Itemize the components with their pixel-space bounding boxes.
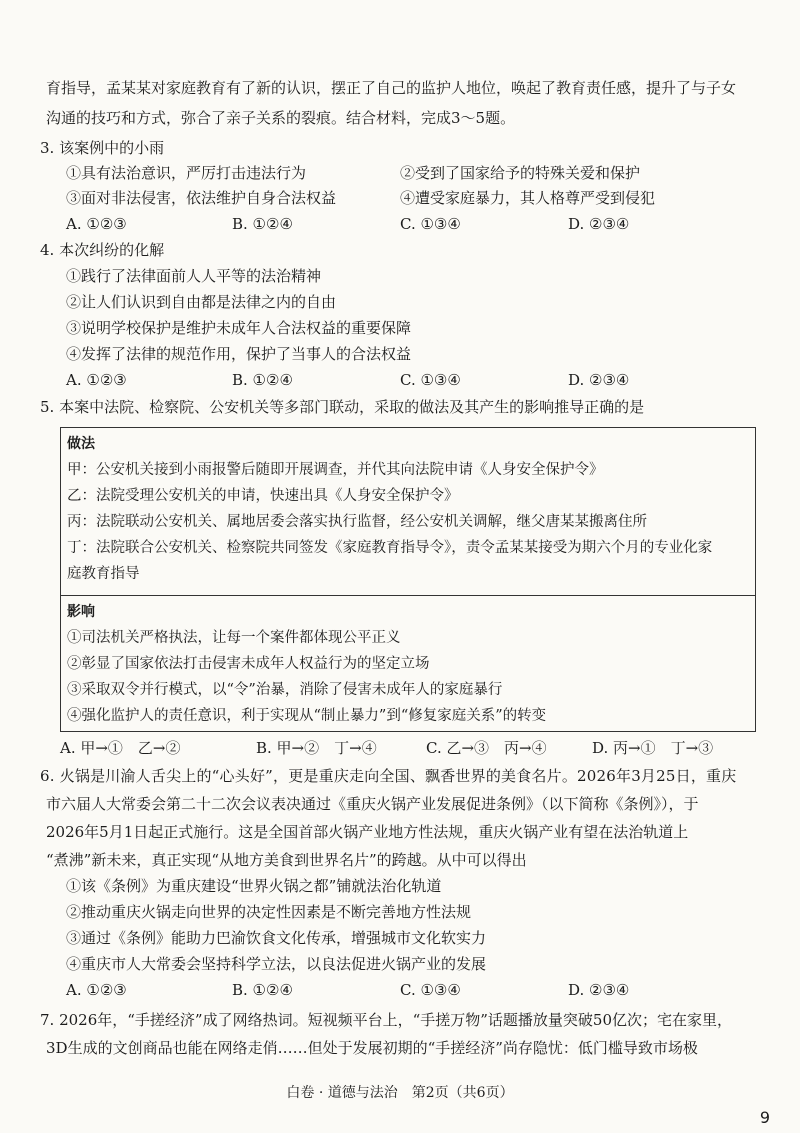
q6-option-d: D. ②③④ [568, 981, 630, 999]
q4-stem: 4. 本次纠纷的化解 [40, 241, 165, 259]
q5-practice-ding-cont: 庭教育指导 [67, 566, 140, 582]
q5-impact-4: ④强化监护人的责任意识，利于实现从“制止暴力”到“修复家庭关系”的转变 [67, 708, 547, 724]
q5-impact-2: ②彰显了国家依法打击侵害未成年人权益行为的坚定立场 [67, 656, 430, 672]
q3-option-a: A. ①②③ [66, 215, 127, 233]
q3-option-c: C. ①③④ [400, 215, 461, 233]
q6-item-1: ①该《条例》为重庆建设“世界火锅之都”铺就法治化轨道 [66, 877, 442, 895]
q6-line-1: 6. 火锅是川渝人舌尖上的“心头好”，更是重庆走向全国、飘香世界的美食名片。2026年3月25日，重庆 [40, 767, 737, 785]
q5-impact-3: ③采取双令并行模式，以“令”治暴，消除了侵害未成年人的家庭暴行 [67, 682, 503, 698]
q5-option-b: B. 甲→② 丁→④ [256, 739, 377, 757]
q4-item-1: ①践行了法律面前人人平等的法治精神 [66, 267, 322, 285]
q3-item-2: ②受到了国家给予的特殊关爱和保护 [400, 164, 641, 182]
scan-page-number: 9 [759, 1108, 770, 1127]
q5-practice-bing: 丙：法院联动公安机关、属地居委会落实执行监督，经公安机关调解，继父唐某某搬离住所 [67, 514, 647, 530]
q5-practice-ding: 丁：法院联合公安机关、检察院共同签发《家庭教育指导令》，责令孟某某接受为期六个月的专业化家 [67, 540, 713, 556]
q6-line-2: 市六届人大常委会第二十二次会议表决通过《重庆火锅产业发展促进条例》（以下简称《条例》），于 [46, 795, 699, 813]
q4-option-c: C. ①③④ [400, 371, 461, 389]
q6-option-c: C. ①③④ [400, 981, 461, 999]
q5-option-c: C. 乙→③ 丙→④ [426, 739, 547, 757]
q5-table-head-practice: 做法 [67, 436, 95, 452]
q5-option-a: A. 甲→① 乙→② [60, 739, 181, 757]
q6-option-a: A. ①②③ [66, 981, 127, 999]
intro-line-1: 育指导，孟某某对家庭教育有了新的认识，摆正了自己的监护人地位，唤起了教育责任感，提升了与子女 [46, 79, 737, 97]
q5-practice-yi: 乙：法院受理公安机关的申请，快速出具《人身安全保护令》 [67, 488, 459, 504]
q5-table [60, 427, 756, 732]
q5-table-divider [61, 595, 755, 596]
q4-option-a: A. ①②③ [66, 371, 127, 389]
page-footer: 白卷 · 道德与法治 第2页（共6页） [286, 1085, 514, 1101]
q3-option-b: B. ①②④ [232, 215, 293, 233]
q5-practice-jia: 甲：公安机关接到小雨报警后随即开展调查，并代其向法院申请《人身安全保护令》 [67, 462, 604, 478]
q6-item-3: ③通过《条例》能助力巴渝饮食文化传承，增强城市文化软实力 [66, 929, 487, 947]
q5-table-head-impact: 影响 [67, 604, 95, 620]
q3-item-3: ③面对非法侵害，依法维护自身合法权益 [66, 189, 337, 207]
q3-item-1: ①具有法治意识，严厉打击违法行为 [66, 164, 307, 182]
q7-line-1: 7. 2026年，“手搓经济”成了网络热词。短视频平台上，“手搓万物”话题播放量突破50亿次；宅在家里， [40, 1011, 733, 1029]
q6-option-b: B. ①②④ [232, 981, 293, 999]
q5-impact-1: ①司法机关严格执法，让每一个案件都体现公平正义 [67, 630, 401, 646]
q4-item-3: ③说明学校保护是维护未成年人合法权益的重要保障 [66, 319, 412, 337]
q4-option-d: D. ②③④ [568, 371, 630, 389]
q6-item-2: ②推动重庆火锅走向世界的决定性因素是不断完善地方性法规 [66, 903, 472, 921]
q5-option-d: D. 丙→① 丁→③ [592, 739, 714, 757]
q5-stem: 5. 本案中法院、检察院、公安机关等多部门联动，采取的做法及其产生的影响推导正确的是 [40, 398, 645, 416]
q4-item-4: ④发挥了法律的规范作用，保护了当事人的合法权益 [66, 345, 412, 363]
q4-item-2: ②让人们认识到自由都是法律之内的自由 [66, 293, 337, 311]
q3-item-4: ④遭受家庭暴力，其人格尊严受到侵犯 [400, 189, 656, 207]
q6-line-4: “煮沸”新未来，真正实现“从地方美食到世界名片”的跨越。从中可以得出 [46, 851, 527, 869]
q3-stem: 3. 该案例中的小雨 [40, 139, 165, 157]
q3-option-d: D. ②③④ [568, 215, 630, 233]
q6-line-3: 2026年5月1日起正式施行。这是全国首部火锅产业地方性法规，重庆火锅产业有望在法治轨道上 [46, 823, 689, 841]
q7-line-2: 3D生成的文创商品也能在网络走俏……但处于发展初期的“手搓经济”尚存隐忧：低门槛导致市场极 [46, 1039, 698, 1057]
q6-item-4: ④重庆市人大常委会坚持科学立法，以良法促进火锅产业的发展 [66, 955, 487, 973]
intro-line-2: 沟通的技巧和方式，弥合了亲子关系的裂痕。结合材料，完成3～5题。 [46, 109, 516, 127]
q4-option-b: B. ①②④ [232, 371, 293, 389]
